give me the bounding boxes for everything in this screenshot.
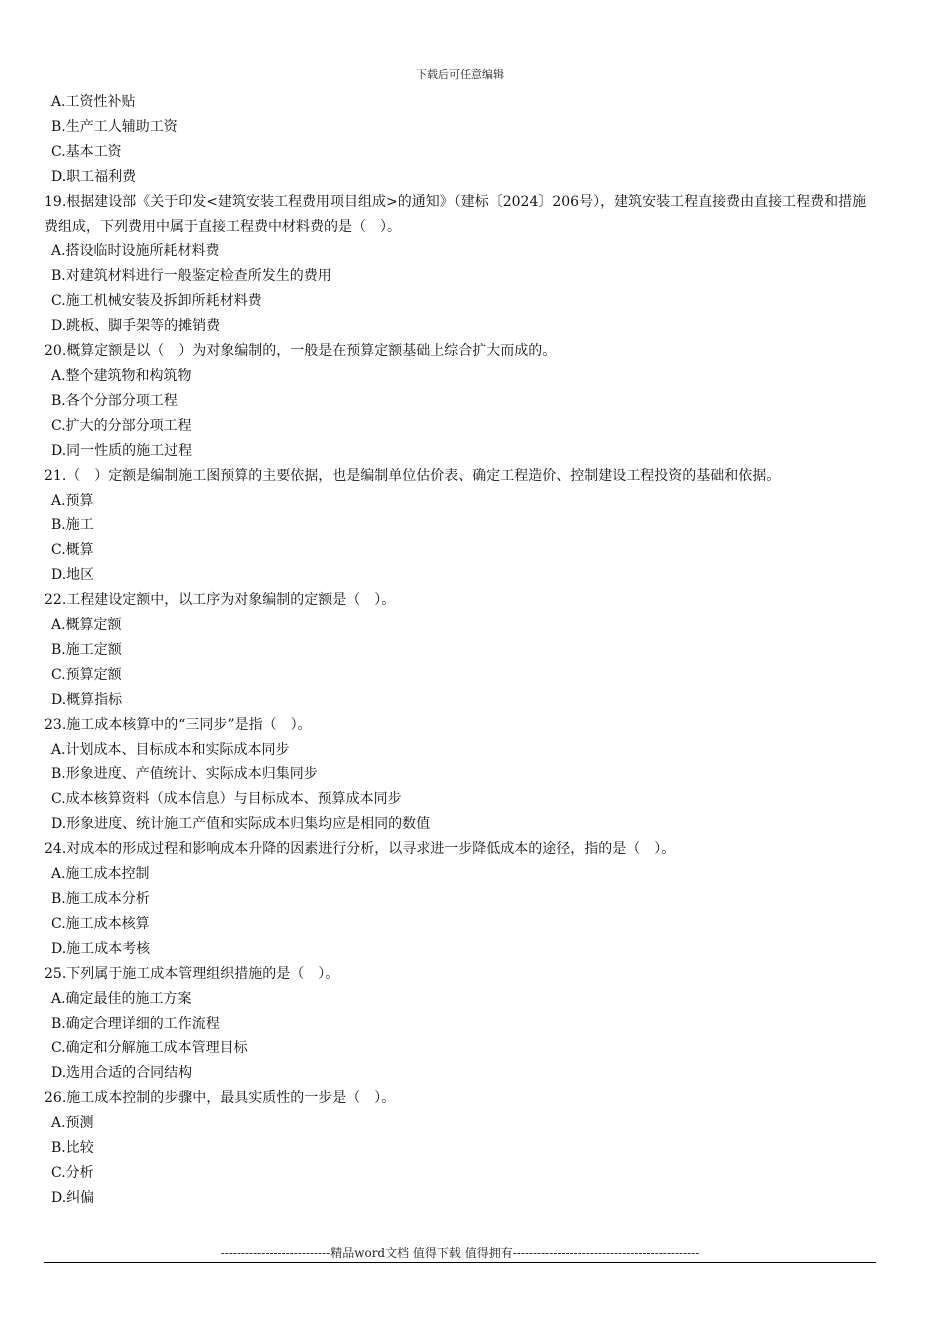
answer-option: D.选用合适的合同结构 [51,1065,193,1082]
answer-option: D.形象进度、统计施工产值和实际成本归集均应是相同的数值 [51,816,431,833]
answer-option: C.分析 [51,1164,94,1181]
page-footer: ---------------------------精品word文档 值得下载 值得拥有---------------------------------------------- [220,1246,700,1260]
answer-option: D.概算指标 [51,691,123,708]
answer-option: B.确定合理详细的工作流程 [51,1015,220,1032]
answer-option: D.职工福利费 [51,168,137,185]
answer-option: C.概算 [51,542,94,559]
footer-rule [44,1262,876,1263]
question-text: 22.工程建设定额中，以工序为对象编制的定额是（ ）。 [44,592,396,609]
answer-option: A.计划成本、目标成本和实际成本同步 [51,741,290,758]
answer-option: C.基本工资 [51,143,122,160]
answer-option: C.扩大的分部分项工程 [51,417,192,434]
page-header: 下载后可任意编辑 [416,68,504,81]
answer-option: D.地区 [51,567,95,584]
answer-option: A.确定最佳的施工方案 [51,990,192,1007]
answer-option: A.工资性补贴 [51,94,136,110]
answer-option: B.各个分部分项工程 [51,392,178,409]
answer-option: D.跳板、脚手架等的摊销费 [51,318,221,335]
question-text: 23.施工成本核算中的“三同步”是指（ ）。 [44,716,312,733]
answer-option: B.施工 [51,517,94,534]
answer-option: C.施工成本核算 [51,915,150,932]
question-text: 24.对成本的形成过程和影响成本升降的因素进行分析，以寻求进一步降低成本的途径，指的是（ ）。 [44,841,676,858]
answer-option: D.施工成本考核 [51,940,151,957]
answer-option: C.预算定额 [51,666,122,683]
answer-option: A.预算 [51,492,94,509]
answer-option: B.对建筑材料进行一般鉴定检查所发生的费用 [51,268,332,285]
question-text: 20.概算定额是以（ ）为对象编制的，一般是在预算定额基础上综合扩大而成的。 [44,343,557,360]
answer-option: B.比较 [51,1140,94,1157]
question-text: 19.根据建设部《关于印发<建筑安装工程费用项目组成>的通知》（建标〔2024〕206号），建筑安装工程直接费由直接工程费和措施费组成，下列费用中属于直接工程费中材料费的是（ ）。 [44,193,867,235]
answer-option: B.形象进度、产值统计、实际成本归集同步 [51,766,318,783]
answer-option: A.搭设临时设施所耗材料费 [51,243,220,260]
answer-option: D.纠偏 [51,1189,95,1206]
answer-option: B.施工定额 [51,641,122,658]
answer-option: A.施工成本控制 [51,866,150,883]
answer-option: B.生产工人辅助工资 [51,118,178,135]
answer-option: A.预测 [51,1115,94,1132]
answer-option: A.整个建筑物和构筑物 [51,367,192,384]
answer-option: A.概算定额 [51,617,122,634]
answer-option: C.施工机械安装及拆卸所耗材料费 [51,293,262,310]
question-text: 25.下列属于施工成本管理组织措施的是（ ）。 [44,965,340,982]
question-text: 21.（ ）定额是编制施工图预算的主要依据，也是编制单位估价表、确定工程造价、控制建设工程投资的基础和依据。 [44,467,781,484]
answer-option: C.确定和分解施工成本管理目标 [51,1040,248,1057]
answer-option: B.施工成本分析 [51,891,150,907]
question-text: 26.施工成本控制的步骤中，最具实质性的一步是（ ）。 [44,1090,396,1107]
answer-option: C.成本核算资料（成本信息）与目标成本、预算成本同步 [51,791,402,808]
answer-option: D.同一性质的施工过程 [51,442,193,459]
document-body [44,90,880,1211]
